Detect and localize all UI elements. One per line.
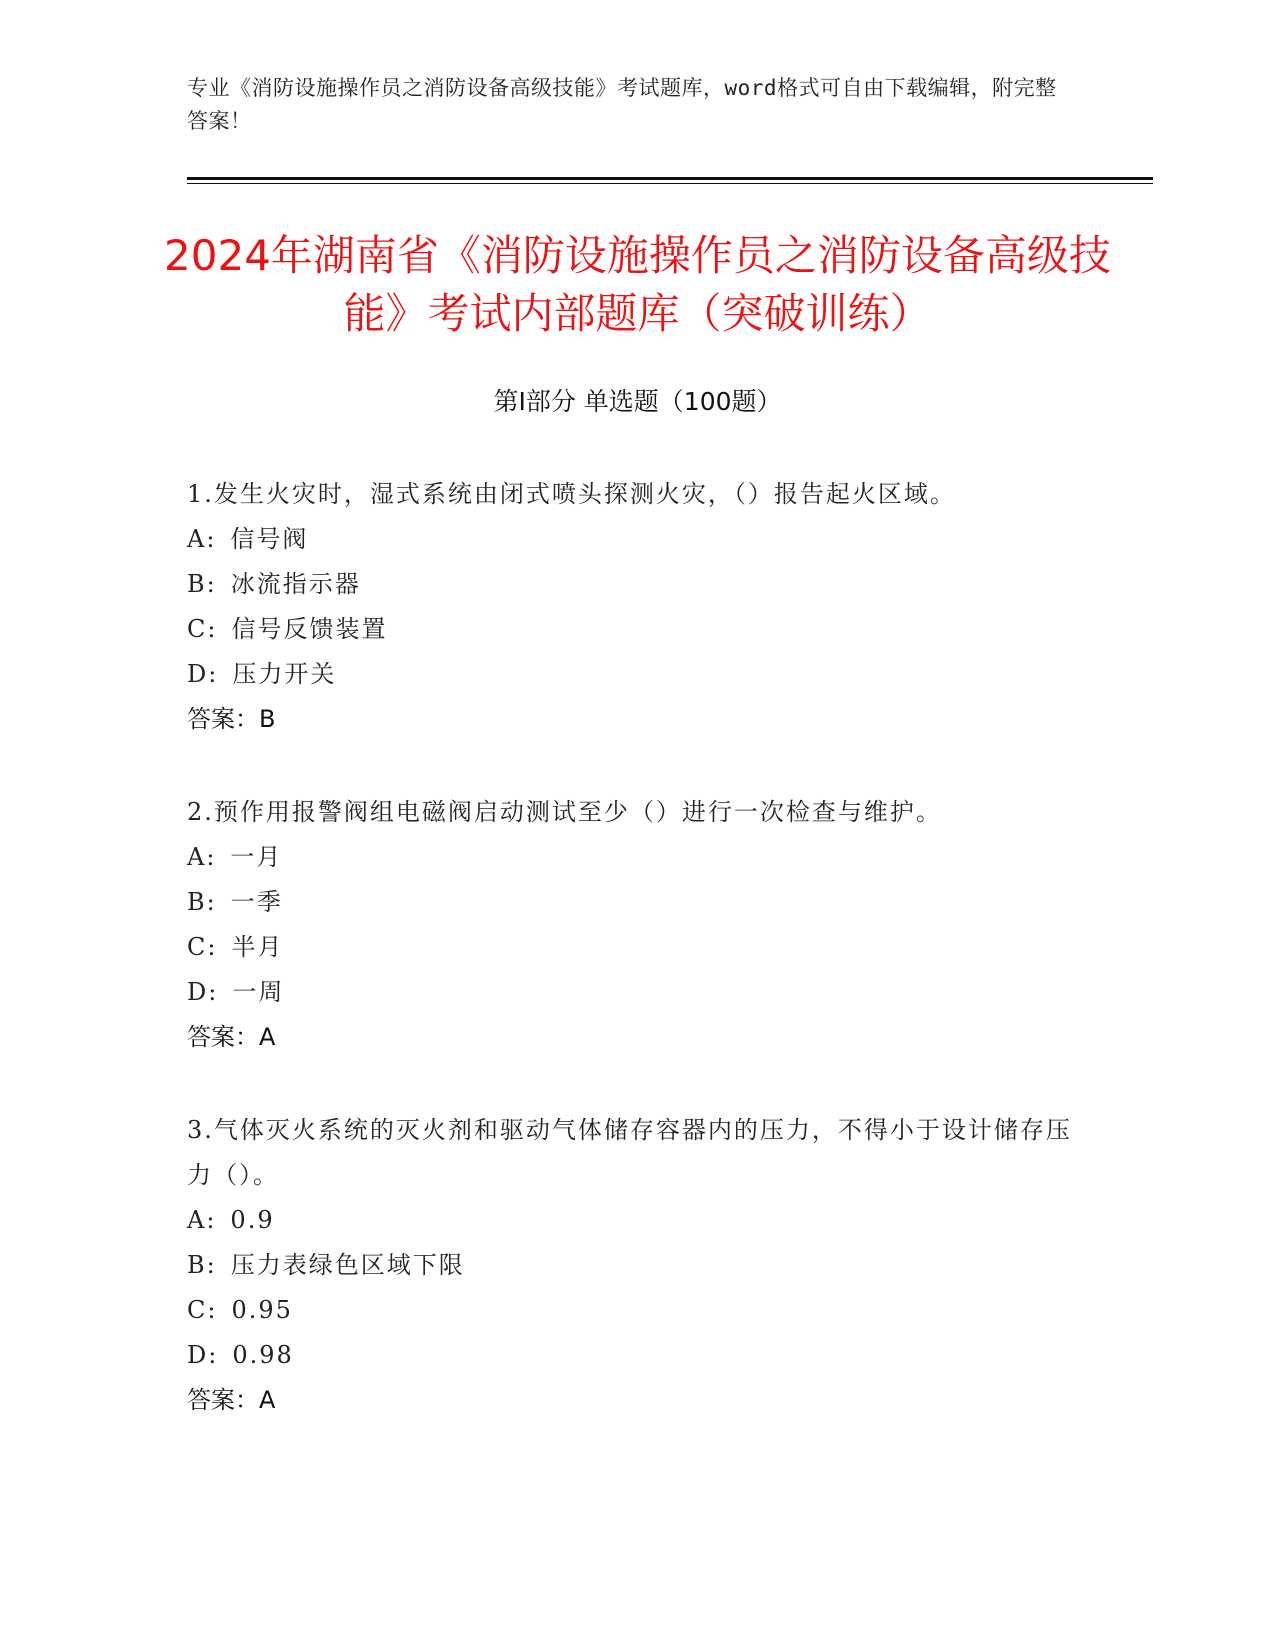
option-text: 冰流指示器: [230, 570, 361, 598]
option-c: [187, 925, 1087, 970]
question-stem: 2.预作用报警阀组电磁阀启动测试至少（）进行一次检查与维护。: [187, 798, 942, 826]
option-key: B:: [187, 1251, 217, 1279]
option-text: 0.98: [232, 1341, 294, 1369]
option-text: 一周: [232, 978, 285, 1006]
question-stem: 1.发生火灾时，湿式系统由闭式喷头探测火灾，（）报告起火区域。: [187, 480, 956, 508]
option-a: [187, 1198, 1087, 1243]
option-text: 0.95: [231, 1296, 293, 1324]
option-key: A:: [187, 1206, 217, 1234]
option-key: C:: [187, 1296, 218, 1324]
option-text: 压力表绿色区域下限: [230, 1251, 465, 1279]
document-title: 2024年湖南省《消防设施操作员之消防设备高级技能》考试内部题库（突破训练）: [164, 231, 1111, 338]
header-note: 专业《消防设施操作员之消防设备高级技能》考试题库，word格式可自由下载编辑，附完整答案！: [187, 76, 1057, 133]
option-key: B:: [187, 888, 217, 916]
option-text: 半月: [231, 933, 284, 961]
option-key: C:: [187, 933, 218, 961]
option-key: A:: [187, 525, 217, 553]
option-d: [187, 970, 1087, 1015]
option-b: [187, 880, 1087, 925]
header-divider-thick: [187, 177, 1153, 180]
option-b: [187, 562, 1087, 607]
option-b: [187, 1243, 1087, 1288]
option-key: D:: [187, 660, 219, 688]
option-key: D:: [187, 1341, 219, 1369]
option-key: B:: [187, 570, 217, 598]
option-a: [187, 835, 1087, 880]
option-key: A:: [187, 843, 217, 871]
question-1: [187, 472, 1087, 742]
answer-line: 答案：A: [187, 1386, 276, 1414]
option-c: [187, 607, 1087, 652]
question-3: [187, 1108, 1087, 1423]
option-text: 一季: [230, 888, 283, 916]
option-text: 信号阀: [230, 525, 309, 553]
option-key: D:: [187, 978, 219, 1006]
answer-line: 答案：A: [187, 1023, 276, 1051]
option-text: 信号反馈装置: [231, 615, 388, 643]
option-d: [187, 1333, 1087, 1378]
section-heading: 第I部分 单选题（100题）: [493, 387, 782, 416]
option-text: 一月: [230, 843, 283, 871]
option-a: [187, 517, 1087, 562]
option-text: 压力开关: [232, 660, 337, 688]
question-2: [187, 790, 1087, 1060]
option-d: [187, 652, 1087, 697]
header-divider-thin: [187, 183, 1153, 184]
option-key: C:: [187, 615, 218, 643]
option-text: 0.9: [230, 1206, 275, 1234]
question-stem: 3.气体灭火系统的灭火剂和驱动气体储存容器内的压力，不得小于设计储存压力（）。: [187, 1116, 1072, 1189]
option-c: [187, 1288, 1087, 1333]
answer-line: 答案：B: [187, 705, 276, 733]
